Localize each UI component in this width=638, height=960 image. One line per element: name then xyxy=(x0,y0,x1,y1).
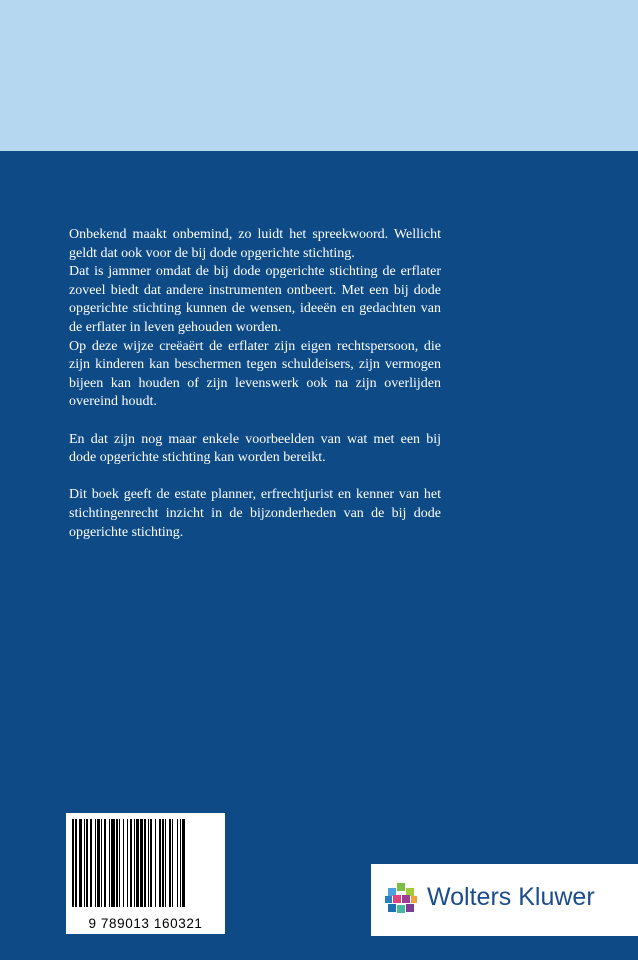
isbn-barcode xyxy=(66,813,225,934)
barcode-bar xyxy=(84,819,85,907)
wolters-kluwer-mosaic-icon xyxy=(384,882,418,916)
barcode-bar xyxy=(159,819,160,907)
barcode-digits: 9 789013 160321 xyxy=(88,916,203,931)
barcode-bar xyxy=(111,819,114,907)
barcode-bar xyxy=(134,819,135,907)
blurb-paragraph-5: Dit boek geeft de estate planner, erfrechtjurist en kenner van het stichtingenrecht inzicht in de bijzonderheden van de bij dode opgerichte stichting. xyxy=(69,487,441,540)
barcode-bar xyxy=(136,819,138,907)
barcode-bar xyxy=(127,819,128,907)
barcode-bar xyxy=(155,819,156,907)
barcode-bar xyxy=(123,819,124,907)
barcode-bar xyxy=(101,819,102,907)
blurb-paragraph-2: Dat is jammer omdat de bij dode opgerichte stichting de erflater zoveel biedt dat andere instrumenten ontbeert. Met een bij dode opgerichte stichting kunnen de wensen, ideeën en gedachten van de erflater in leven gehouden worden. xyxy=(69,264,441,335)
barcode-bar xyxy=(72,819,74,907)
barcode-bar xyxy=(162,819,164,907)
publisher-logo xyxy=(371,864,638,936)
barcode-bar xyxy=(95,819,96,907)
barcode-bar xyxy=(165,819,166,907)
barcode-bar xyxy=(79,819,82,907)
barcode-bar xyxy=(172,819,173,907)
barcode-bar xyxy=(140,819,143,907)
blurb-paragraph-4: En dat zijn nog maar enkele voorbeelden van wat met een bij dode opgerichte stichting kan worden bereikt. xyxy=(69,431,441,466)
barcode-bar xyxy=(130,819,132,907)
publisher-name: Wolters Kluwer xyxy=(427,883,595,911)
blurb-text xyxy=(69,226,441,542)
barcode-bar xyxy=(90,819,91,907)
barcode-bar xyxy=(144,819,145,907)
barcode-bar xyxy=(75,819,76,907)
barcode-bar xyxy=(177,819,178,907)
barcode-bar xyxy=(169,819,171,907)
top-color-band xyxy=(0,0,638,151)
barcode-bar xyxy=(148,819,149,907)
barcode-bar xyxy=(150,819,152,907)
blurb-paragraph-1: Onbekend maakt onbemind, zo luidt het spreekwoord. Wellicht geldt dat ook voor de bij dode opgerichte stichting. xyxy=(69,227,441,261)
barcode-bar xyxy=(119,819,120,907)
barcode-bar xyxy=(109,819,110,907)
barcode-bar xyxy=(116,819,118,907)
barcode-bar xyxy=(182,819,184,907)
blurb-paragraph-3: Op deze wijze creëaërt de erflater zijn eigen rechtspersoon, die zijn kinderen kan beschermen tegen schuldeisers, zijn vermogen bijeen kan houden of zijn levenswerk ook na zijn overlijden overeind houdt. xyxy=(69,338,441,410)
barcode-bars xyxy=(72,819,219,907)
barcode-bar xyxy=(86,819,88,907)
barcode-bar xyxy=(180,819,181,907)
barcode-bar xyxy=(97,819,99,907)
barcode-bar xyxy=(104,819,106,907)
